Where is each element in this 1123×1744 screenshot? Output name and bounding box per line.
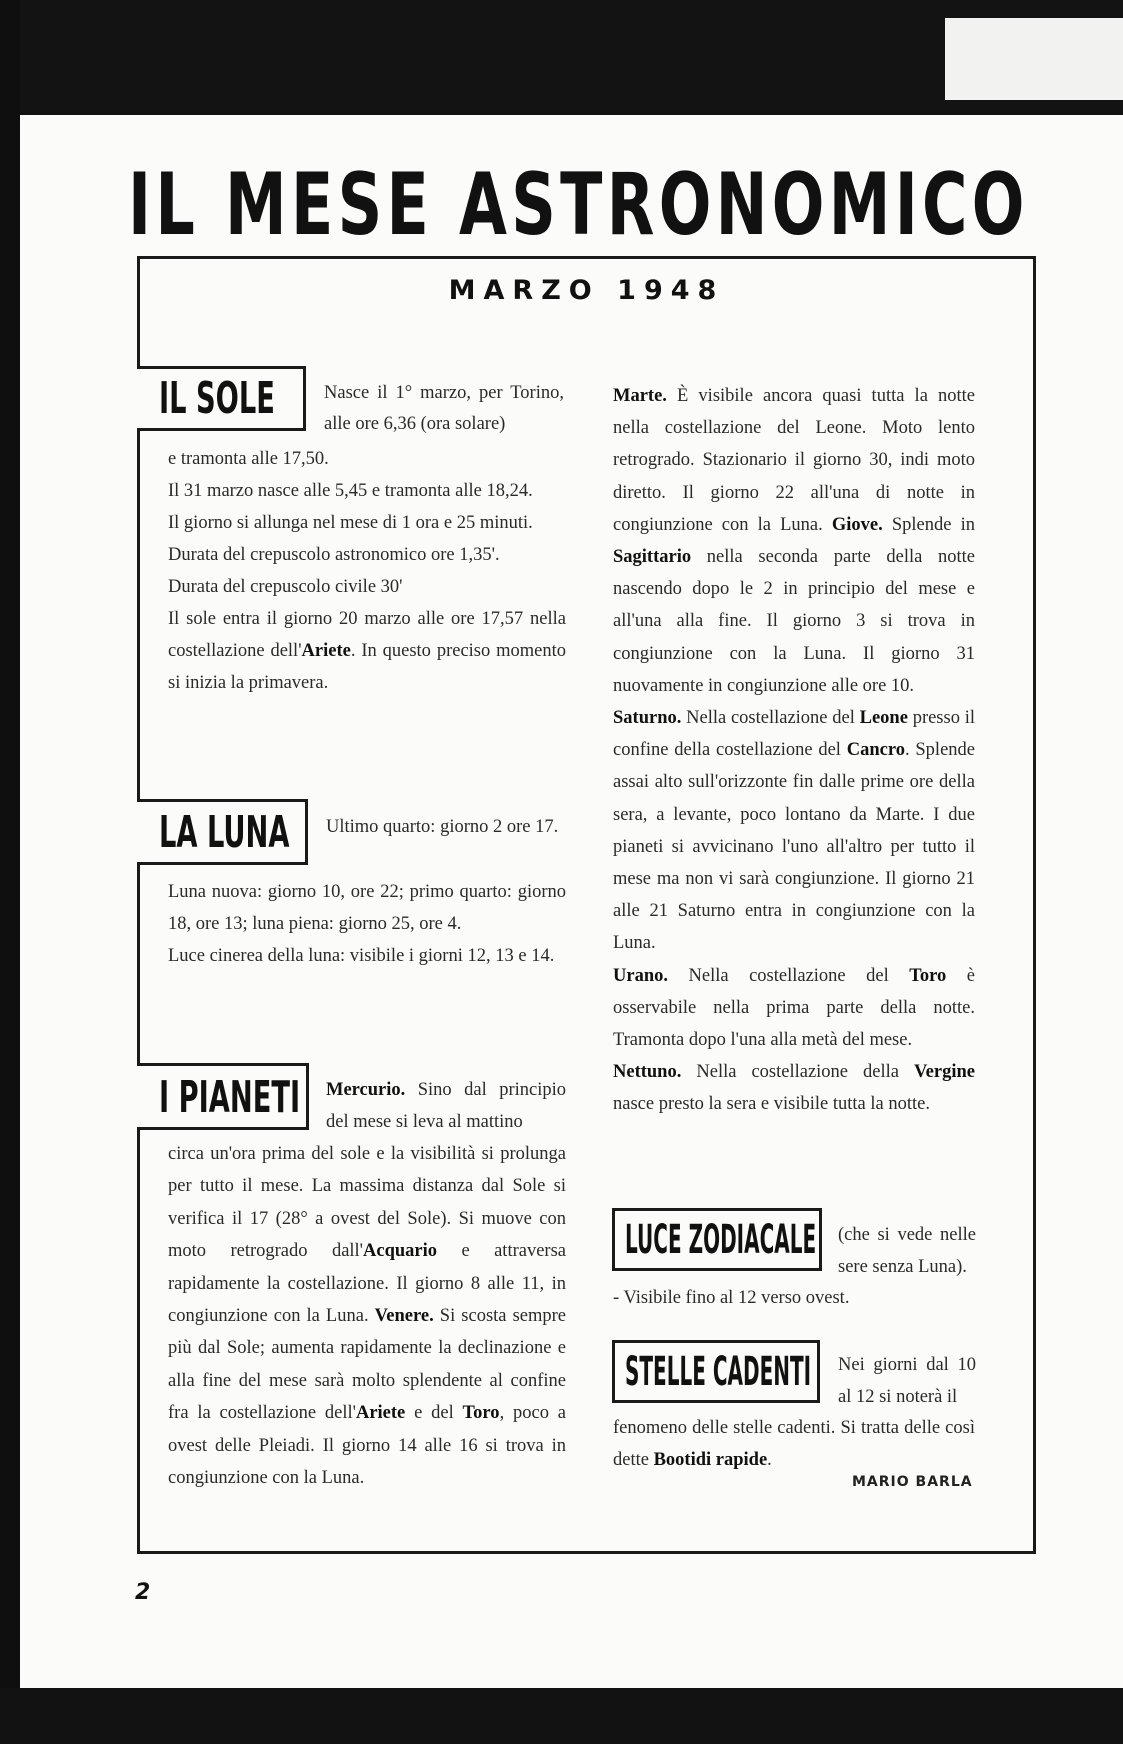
section-heading-cadenti: STELLE CADENTI bbox=[612, 1340, 820, 1403]
section-heading-luna: LA LUNA bbox=[137, 799, 308, 865]
mercurio-intro: Mercurio. Sino dal principio del mese si leva al mattino bbox=[326, 1080, 566, 1132]
sole-intro: Nasce il 1° marzo, per Torino, alle ore 6,36 (ora solare) bbox=[324, 383, 564, 434]
luna-intro: Ultimo quarto: giorno 2 ore 17. bbox=[326, 817, 559, 837]
author-signature: MARIO BARLA bbox=[852, 1474, 973, 1490]
page-number: 2 bbox=[135, 1580, 151, 1605]
section-heading-zodiacale: LUCE ZODIACALE bbox=[612, 1208, 822, 1271]
zodiacale-intro: (che si vede nelle sere senza Luna). bbox=[838, 1225, 976, 1277]
scan-border-bottom bbox=[0, 1688, 1123, 1744]
pianeti-text-right: Marte. È visibile ancora quasi tutta la notte nella costellazione del Leone. Moto lento retrogrado. Stazionario il giorno 30, indi moto diretto. Il giorno 22 all'una di notte in congiunzione con la Luna. Giove. Splende in Sagittario nella seconda parte della notte nascendo dopo le 2 in principio del mese e all'una alla fine. Il giorno 3 si trova in congiunzione con la Luna. Il giorno 31 nuovamente in congiunzione alle ore 10. Saturno. Nella costellazione del Leone presso il confine della costellazione del Cancro. Splende assai alto sull'orizzonte fin dalle prime ore della sera, a levante, poco lontano da Marte. I due pianeti si avvicinano l'uno all'altro per tutto il mese ma non vi sarà congiunzione. Il giorno 21 alle 21 Saturno entra in congiunzione con la Luna. Urano. Nella costellazione del Toro è osservabile nella prima parte della notte. Tramonta dopo l'una alla metà del mese. Nettuno. Nella costellazione della Vergine nasce presto la sera e visibile tutta la notte. bbox=[613, 386, 975, 1115]
zodiacale-text: - Visibile fino al 12 verso ovest. bbox=[613, 1288, 850, 1308]
page-title: IL MESE ASTRONOMICO bbox=[128, 155, 1029, 255]
sole-text: e tramonta alle 17,50. Il 31 marzo nasce alle 5,45 e tramonta alle 18,24. Il giorno si allunga nel mese di 1 ora e 25 minuti. Durata del crepuscolo astronomico ore 1,35'. Durata del crepuscolo civile 30' Il sole entra il giorno 20 marzo alle ore 17,57 nella costellazione dell'Ariete. In questo preciso momento si inizia la primavera. bbox=[168, 449, 567, 693]
section-heading-sole: IL SOLE bbox=[137, 366, 306, 431]
scan-border-left bbox=[0, 0, 20, 1744]
issue-month: MARZO 1948 bbox=[448, 275, 725, 306]
cadenti-intro: Nei giorni dal 10 al 12 si noterà il bbox=[838, 1355, 976, 1407]
scan-border-notch bbox=[945, 0, 1123, 18]
luna-text: Luna nuova: giorno 10, ore 22; primo quarto: giorno 18, ore 13; luna piena: giorno 25, ore 4. Luce cinerea della luna: visibile i giorni 12, 13 e 14. bbox=[168, 882, 566, 966]
section-heading-pianeti: I PIANETI bbox=[137, 1063, 309, 1130]
pianeti-text-left: circa un'ora prima del sole e la visibilità si prolunga per tutto il mese. La massima distanza dal Sole si verifica il 17 (28° a ovest del Sole). Si muove con moto retrogrado dall'Acquario e attraversa rapidamente la costellazione. Il giorno 8 alle 11, in congiunzione con la Luna. Venere. Si scosta sempre più dal Sole; aumenta rapidamente la declinazione e alla fine del mese sarà molto splendente al confine fra la costellazione dell'Ariete e del Toro, poco a ovest delle Pleiadi. Il giorno 14 alle 16 si trova in congiunzione con la Luna. bbox=[168, 1144, 566, 1489]
cadenti-text: fenomeno delle stelle cadenti. Si tratta delle così dette Bootidi rapide. bbox=[613, 1418, 975, 1470]
